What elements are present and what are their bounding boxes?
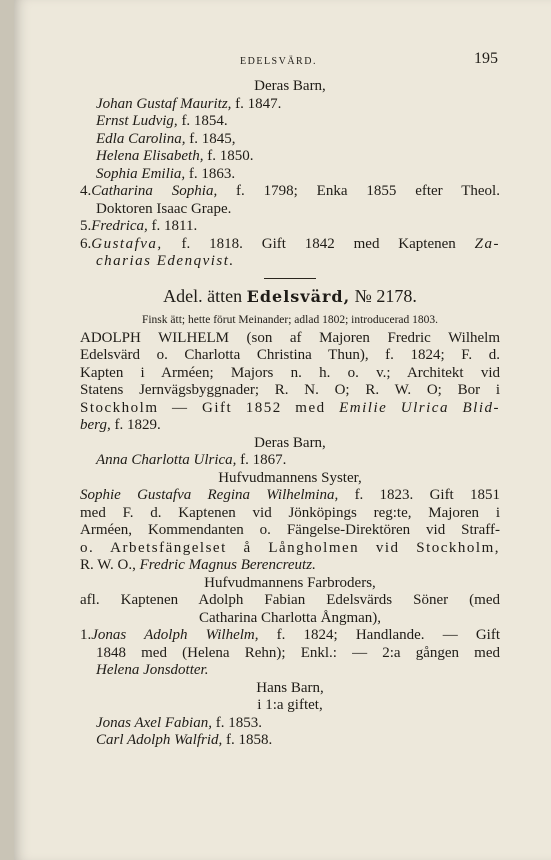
heading-farbroders: Hufvudmannens Farbroders,: [204, 574, 376, 591]
entry-line: 5.Fredrica, f. 1811.: [80, 218, 198, 234]
section-title: Adel. ätten Edelsvärd, № 2178.: [163, 285, 417, 306]
text-line: Statens Jernvägsbyggnader; R. N. O; R. W. O; Bor i: [80, 382, 500, 398]
entry-line: Helena Jonsdotter.: [96, 662, 209, 678]
text-line: Arméen, Kommendanten o. Fängelse-Direktören vid Straff-: [80, 522, 500, 538]
text-line: ADOLPH WILHELM (son af Majoren Fredric Wilhelm: [80, 329, 500, 346]
page-content: [80, 50, 500, 750]
entry-line: Johan Gustaf Mauritz, f. 1847.: [96, 95, 282, 112]
section-note: Finsk ätt; hette förut Meinander; adlad 1802; introducerad 1803.: [141, 313, 439, 326]
entry-line: Ernst Ludvig, f. 1854.: [96, 113, 228, 129]
entry-line: Anna Charlotta Ulrica, f. 1867.: [96, 452, 287, 468]
text-line: Catharina Charlotta Ångman),: [198, 609, 382, 626]
heading-syster: Hufvudmannens Syster,: [218, 469, 362, 486]
entry-line: Sophia Emilia, f. 1863.: [96, 165, 236, 182]
text-line: 1848 med (Helena Rehn); Enkl.: — 2:a gången med: [96, 644, 500, 661]
page-number: 195: [474, 50, 498, 67]
entry-line: Carl Adolph Walfrid, f. 1858.: [96, 732, 273, 748]
entry-line: Helena Elisabeth, f. 1850.: [96, 148, 254, 164]
section-divider: [264, 278, 316, 279]
page-header: [80, 50, 500, 72]
text-line: Stockholm — Gift 1852 med Emilie Ulrica Blid-: [80, 399, 500, 416]
entry-line: Edla Carolina, f. 1845,: [96, 130, 236, 147]
text-line: o. Arbetsfängelset å Långholmen vid Stockholm,: [80, 539, 500, 556]
entry-line: Sophie Gustafva Regina Wilhelmina, f. 1823. Gift 1851: [80, 487, 500, 503]
entry-line: Jonas Axel Fabian, f. 1853.: [96, 714, 262, 731]
text-line: afl. Kaptenen Adolph Fabian Edelsvärds Söner (med: [80, 592, 500, 608]
text-line: Kapten i Arméen; Majors n. h. o. v.; Architekt vid: [80, 364, 500, 381]
heading-deras-barn: Deras Barn,: [254, 78, 326, 94]
heading-giftet: i 1:a giftet,: [257, 697, 323, 713]
entry-line: 6.Gustafva, f. 1818. Gift 1842 med Kaptenen Za-: [80, 235, 500, 252]
text-line: med F. d. Kaptenen vid Jönköpings reg:te, Majoren i: [80, 504, 500, 521]
text-line: R. W. O., Fredric Magnus Berencreutz.: [80, 557, 316, 573]
text-line: Edelsvärd o. Charlotta Christina Thun), f. 1824; F. d.: [80, 347, 500, 363]
heading-hans-barn: Hans Barn,: [256, 679, 324, 696]
running-head: EDELSVÄRD.: [240, 56, 317, 67]
book-page: [14, 0, 551, 860]
text-line: berg, f. 1829.: [80, 417, 161, 433]
entry-line: 1.Jonas Adolph Wilhelm, f. 1824; Handlande. — Gift: [80, 627, 500, 643]
entry-line: 4.Catharina Sophia, f. 1798; Enka 1855 efter Theol.: [80, 183, 500, 199]
entry-line: charias Edenqvist.: [96, 253, 235, 269]
entry-line: Doktoren Isaac Grape.: [96, 200, 232, 217]
heading-deras-barn: Deras Barn,: [254, 434, 326, 451]
